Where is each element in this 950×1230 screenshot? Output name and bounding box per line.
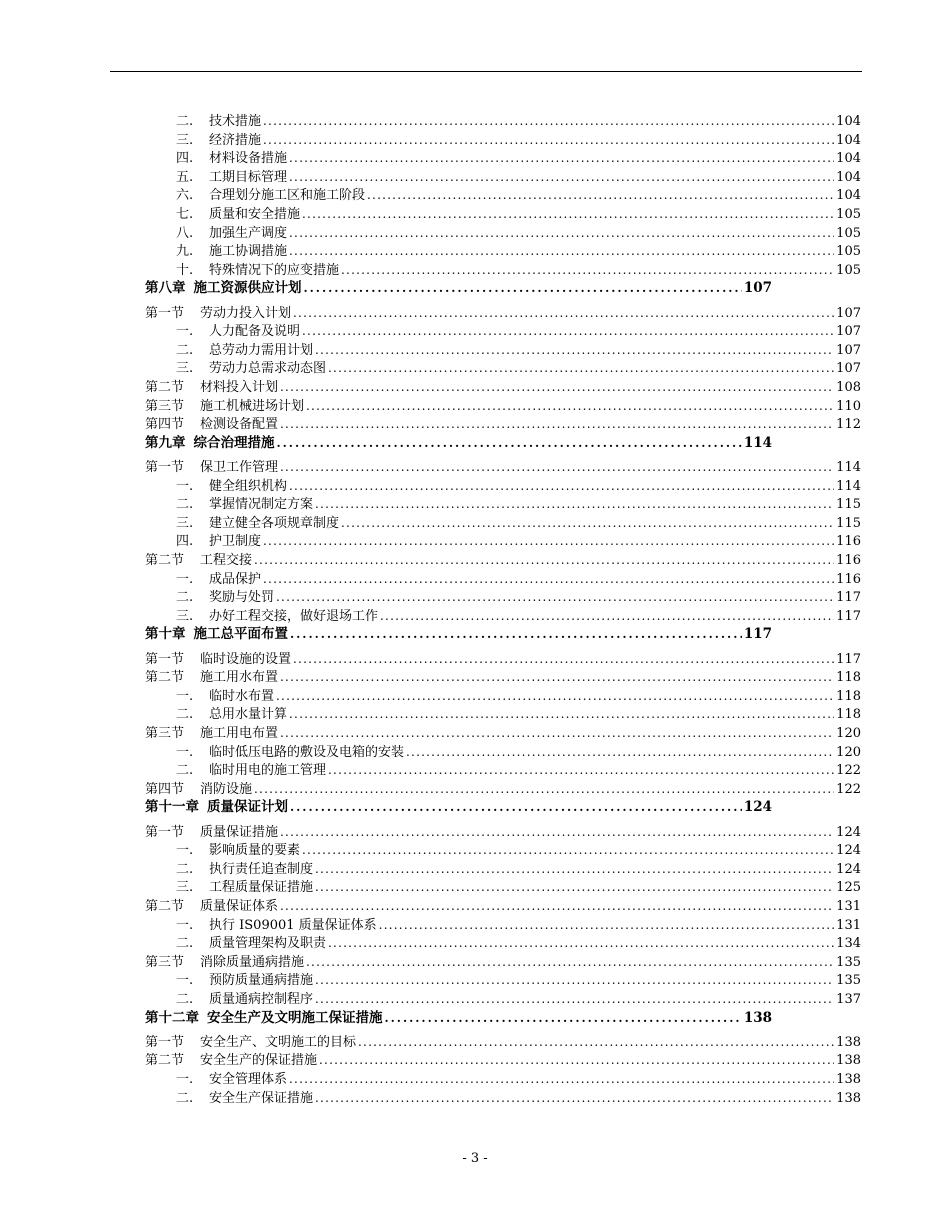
toc-item-row[interactable] bbox=[176, 477, 861, 496]
dot-leader bbox=[280, 724, 834, 743]
toc-entry-number: 三. bbox=[176, 880, 194, 896]
toc-section-row[interactable] bbox=[145, 780, 861, 799]
dot-leader bbox=[280, 897, 834, 916]
toc-entry-title: 预防质量通病措施 bbox=[209, 973, 314, 989]
toc-entry-number: 第九章 bbox=[145, 434, 186, 451]
toc-entry-number: 九. bbox=[176, 244, 194, 260]
toc-entry-number: 十. bbox=[176, 262, 194, 278]
dot-leader bbox=[358, 1033, 834, 1052]
toc-section-row[interactable] bbox=[145, 953, 861, 972]
toc-entry-number: 四. bbox=[176, 534, 194, 550]
toc-item-row[interactable] bbox=[176, 495, 861, 514]
toc-page-number: 107 bbox=[836, 361, 861, 377]
toc-section-row[interactable] bbox=[145, 897, 861, 916]
toc-page-number: 118 bbox=[836, 688, 861, 704]
toc-entry-title: 加强生产调度 bbox=[209, 225, 288, 241]
toc-item-row[interactable] bbox=[176, 1089, 861, 1108]
dot-leader bbox=[289, 224, 834, 243]
toc-entry-number: 第一节 bbox=[145, 460, 185, 475]
toc-entry-number: 一. bbox=[176, 843, 194, 859]
dot-leader bbox=[319, 1051, 834, 1070]
toc-entry-number: 一. bbox=[176, 1072, 194, 1087]
toc-entry-title: 质量保证措施 bbox=[200, 824, 279, 840]
dot-leader bbox=[379, 916, 835, 935]
dot-leader bbox=[315, 495, 834, 514]
toc-page-number: 117 bbox=[743, 626, 772, 643]
toc-item-row[interactable] bbox=[176, 743, 861, 762]
toc-page-number: 114 bbox=[743, 434, 772, 451]
toc-entry-title: 质量保证体系 bbox=[200, 899, 279, 914]
toc-page-number: 137 bbox=[836, 992, 861, 1007]
toc-entry-title: 消除质量通病措施 bbox=[200, 954, 305, 970]
toc-entry-title: 奖励与处罚 bbox=[209, 590, 275, 606]
toc-item-row[interactable] bbox=[176, 971, 861, 990]
toc-page-number: 131 bbox=[836, 917, 861, 933]
dot-leader bbox=[280, 668, 834, 687]
toc-entry-title: 成品保护 bbox=[209, 571, 262, 587]
toc-page-number: 104 bbox=[836, 132, 861, 148]
toc-page-number: 107 bbox=[836, 324, 861, 340]
toc-section-row[interactable] bbox=[145, 668, 861, 687]
toc-entry-number: 一. bbox=[176, 744, 194, 760]
toc-item-row[interactable] bbox=[176, 705, 861, 724]
dot-leader bbox=[263, 112, 834, 131]
toc-page-number: 105 bbox=[836, 207, 861, 222]
toc-entry-number: 第三节 bbox=[145, 726, 185, 741]
toc-page-number: 105 bbox=[836, 225, 861, 241]
toc-item-row[interactable] bbox=[176, 990, 861, 1009]
toc-page-number: 138 bbox=[836, 1090, 861, 1106]
toc-entry-title: 质量管理架构及职责 bbox=[209, 936, 327, 952]
dot-leader bbox=[289, 149, 834, 168]
dot-leader bbox=[302, 322, 834, 341]
toc-chapter-row[interactable] bbox=[145, 279, 772, 298]
toc-entry-title: 特殊情况下的应变措施 bbox=[209, 262, 340, 278]
toc-item-row[interactable] bbox=[176, 261, 861, 280]
toc-entry-number: 一. bbox=[176, 324, 194, 340]
toc-item-row[interactable] bbox=[176, 205, 861, 224]
toc-entry-title: 影响质量的要素 bbox=[209, 843, 301, 859]
toc-entry-number: 第三节 bbox=[145, 954, 185, 970]
page-number: - 3 - bbox=[462, 1151, 488, 1166]
toc-section-row[interactable] bbox=[145, 458, 861, 477]
toc-page-number: 135 bbox=[836, 973, 861, 989]
toc-item-row[interactable] bbox=[176, 168, 861, 187]
toc-item-row[interactable] bbox=[176, 186, 861, 205]
toc-entry-title: 材料设备措施 bbox=[209, 151, 288, 167]
toc-entry-title: 劳动力投入计划 bbox=[200, 305, 292, 321]
toc-entry-title: 工程交接 bbox=[200, 553, 253, 568]
toc-entry-number: 一. bbox=[176, 571, 194, 587]
toc-entry-number: 一. bbox=[176, 917, 194, 933]
toc-page-number: 104 bbox=[836, 169, 861, 185]
toc-entry-title: 保卫工作管理 bbox=[200, 460, 279, 475]
toc-page-number: 138 bbox=[836, 1072, 861, 1087]
toc-item-row[interactable] bbox=[176, 841, 861, 860]
dot-leader bbox=[315, 878, 834, 897]
toc-page-number: 116 bbox=[836, 553, 861, 568]
toc-entry-number: 六. bbox=[176, 188, 194, 204]
toc-entry-title: 经济措施 bbox=[209, 132, 262, 148]
toc-entry-title: 临时水布置 bbox=[209, 688, 275, 704]
toc-entry-title: 临时设施的设置 bbox=[200, 651, 292, 667]
toc-page-number: 124 bbox=[836, 843, 861, 859]
toc-page-number: 116 bbox=[836, 571, 861, 587]
toc-page-number: 125 bbox=[836, 880, 861, 896]
toc-entry-title: 施工机械进场计划 bbox=[200, 398, 305, 414]
dot-leader bbox=[315, 990, 834, 1009]
dot-leader bbox=[289, 705, 834, 724]
toc-entry-title: 临时用电的施工管理 bbox=[209, 763, 327, 779]
dot-leader bbox=[263, 532, 834, 551]
toc-page-number: 122 bbox=[836, 763, 861, 779]
dot-leader bbox=[289, 477, 834, 496]
toc-section-row[interactable] bbox=[145, 724, 861, 743]
toc-entry-number: 二. bbox=[176, 1090, 194, 1106]
toc-page-number: 104 bbox=[836, 188, 861, 204]
toc-entry-number: 五. bbox=[176, 169, 194, 185]
toc-entry-title: 综合治理措施 bbox=[193, 434, 275, 451]
toc-page-number: 114 bbox=[836, 478, 861, 494]
toc-entry-number: 第四节 bbox=[145, 417, 185, 433]
toc-page-number: 120 bbox=[836, 744, 861, 760]
toc-entry-number: 第八章 bbox=[145, 280, 186, 297]
toc-entry-number: 第四节 bbox=[145, 781, 185, 797]
toc-item-row[interactable] bbox=[176, 570, 861, 589]
dot-leader bbox=[341, 514, 834, 533]
toc-entry-title: 消防设施 bbox=[200, 781, 253, 797]
toc-entry-number: 第十一章 bbox=[145, 799, 199, 816]
toc-page-number: 117 bbox=[836, 590, 861, 606]
toc-entry-number: 二. bbox=[176, 497, 194, 513]
toc-item-row[interactable] bbox=[176, 224, 861, 243]
toc-item-row[interactable] bbox=[176, 149, 861, 168]
toc-entry-title: 人力配备及说明 bbox=[209, 324, 301, 340]
toc-entry-title: 劳动力总需求动态图 bbox=[209, 361, 327, 377]
toc-entry-number: 七. bbox=[176, 207, 194, 222]
toc-entry-title: 工期目标管理 bbox=[209, 169, 288, 185]
toc-entry-title: 安全生产的保证措施 bbox=[200, 1053, 318, 1069]
toc-entry-title: 施工协调措施 bbox=[209, 244, 288, 260]
toc-entry-number: 四. bbox=[176, 151, 194, 167]
toc-entry-number: 二. bbox=[176, 992, 194, 1007]
dot-leader bbox=[341, 261, 834, 280]
toc-entry-title: 安全管理体系 bbox=[209, 1072, 288, 1087]
toc-entry-number: 第一节 bbox=[145, 1034, 185, 1050]
toc-entry-number: 第二节 bbox=[145, 553, 185, 568]
toc-item-row[interactable] bbox=[176, 934, 861, 953]
toc-page-number: 131 bbox=[836, 899, 861, 914]
toc-entry-number: 第一节 bbox=[145, 824, 185, 840]
toc-entry-title: 检测设备配置 bbox=[200, 417, 279, 433]
toc-page-number: 115 bbox=[836, 497, 861, 513]
toc-entry-title: 办好工程交接，做好退场工作 bbox=[209, 608, 379, 624]
toc-page-number: 112 bbox=[836, 417, 861, 433]
toc-entry-number: 二. bbox=[176, 763, 194, 779]
dot-leader bbox=[406, 743, 834, 762]
dot-leader bbox=[277, 434, 742, 453]
toc-page-number: 107 bbox=[743, 280, 772, 297]
toc-entry-number: 八. bbox=[176, 225, 194, 241]
toc-page-number: 118 bbox=[836, 707, 861, 723]
dot-leader bbox=[328, 761, 834, 780]
toc-entry-title: 建立健全各项规章制度 bbox=[209, 515, 340, 531]
toc-item-row[interactable] bbox=[176, 322, 861, 341]
dot-leader bbox=[280, 415, 834, 434]
toc-item-row[interactable] bbox=[176, 588, 861, 607]
toc-page-number: 108 bbox=[836, 380, 861, 395]
dot-leader bbox=[315, 971, 834, 990]
dot-leader bbox=[289, 168, 834, 187]
dot-leader bbox=[304, 279, 742, 298]
toc-entry-number: 第二节 bbox=[145, 899, 185, 914]
toc-page-number: 104 bbox=[836, 151, 861, 167]
toc-page-number: 114 bbox=[836, 460, 861, 475]
toc-chapter-row[interactable] bbox=[145, 434, 772, 453]
toc-entry-number: 三. bbox=[176, 361, 194, 377]
toc-entry-title: 合理划分施工区和施工阶段 bbox=[209, 188, 366, 204]
toc-entry-title: 安全生产、文明施工的目标 bbox=[200, 1034, 357, 1050]
dot-leader bbox=[280, 823, 834, 842]
toc-section-row[interactable] bbox=[145, 1051, 861, 1070]
toc-entry-number: 一. bbox=[176, 973, 194, 989]
toc-entry-title: 施工用水布置 bbox=[200, 670, 279, 686]
dot-leader bbox=[254, 780, 834, 799]
toc-entry-number: 二. bbox=[176, 861, 194, 877]
toc-entry-number: 第二节 bbox=[145, 1053, 185, 1069]
dot-leader bbox=[385, 1009, 742, 1028]
toc-item-row[interactable] bbox=[176, 359, 861, 378]
toc-entry-title: 执行责任追查制度 bbox=[209, 861, 314, 877]
toc-entry-number: 第一节 bbox=[145, 651, 185, 667]
toc-page-number: 118 bbox=[836, 670, 861, 686]
toc-page-number: 115 bbox=[836, 515, 861, 531]
dot-leader bbox=[380, 607, 834, 626]
toc-page-number: 134 bbox=[836, 936, 861, 952]
dot-leader bbox=[315, 860, 834, 879]
toc-entry-title: 施工用电布置 bbox=[200, 726, 279, 741]
toc-entry-number: 三. bbox=[176, 132, 194, 148]
toc-entry-number: 第十二章 bbox=[145, 1009, 199, 1026]
toc-item-row[interactable] bbox=[176, 607, 861, 626]
toc-page-number: 124 bbox=[836, 861, 861, 877]
dot-leader bbox=[280, 458, 834, 477]
toc-page-number: 122 bbox=[836, 781, 861, 797]
toc-entry-title: 掌握情况制定方案 bbox=[209, 497, 314, 513]
dot-leader bbox=[290, 798, 742, 817]
toc-item-row[interactable] bbox=[176, 514, 861, 533]
toc-item-row[interactable] bbox=[176, 878, 861, 897]
dot-leader bbox=[328, 934, 834, 953]
toc-entry-number: 第二节 bbox=[145, 670, 185, 686]
dot-leader bbox=[306, 953, 834, 972]
toc-item-row[interactable] bbox=[176, 341, 861, 360]
dot-leader bbox=[302, 205, 834, 224]
toc-entry-title: 施工总平面布置 bbox=[193, 626, 288, 643]
toc-entry-title: 技术措施 bbox=[209, 114, 262, 129]
dot-leader bbox=[367, 186, 834, 205]
dot-leader bbox=[263, 131, 834, 150]
toc-page-number: 135 bbox=[836, 954, 861, 970]
toc-page-number: 124 bbox=[743, 799, 772, 816]
dot-leader bbox=[302, 841, 834, 860]
toc-entry-number: 三. bbox=[176, 515, 194, 531]
toc-page-number: 117 bbox=[836, 608, 861, 624]
toc-page-number: 110 bbox=[836, 398, 861, 414]
dot-leader bbox=[276, 687, 834, 706]
dot-leader bbox=[289, 1070, 834, 1089]
toc-entry-number: 第十章 bbox=[145, 626, 186, 643]
toc-entry-title: 施工资源供应计划 bbox=[193, 280, 302, 297]
toc-entry-number: 二. bbox=[176, 707, 194, 723]
toc-entry-title: 材料投入计划 bbox=[200, 380, 279, 395]
toc-section-row[interactable] bbox=[145, 397, 861, 416]
toc-item-row[interactable] bbox=[176, 112, 861, 131]
dot-leader bbox=[315, 1089, 834, 1108]
toc-page-number: 138 bbox=[836, 1053, 861, 1069]
dot-leader bbox=[254, 551, 834, 570]
toc-page-number: 138 bbox=[743, 1009, 772, 1026]
dot-leader bbox=[315, 341, 834, 360]
toc-section-row[interactable] bbox=[145, 1033, 861, 1052]
toc-entry-title: 总劳动力需用计划 bbox=[209, 342, 314, 358]
dot-leader bbox=[293, 650, 834, 669]
dot-leader bbox=[289, 242, 834, 261]
toc-item-row[interactable] bbox=[176, 1070, 861, 1089]
toc-entry-number: 二. bbox=[176, 342, 194, 358]
toc-entry-number: 二. bbox=[176, 590, 194, 606]
toc-page-number: 105 bbox=[836, 262, 861, 278]
toc-entry-title: 执行 IS09001 质量保证体系 bbox=[209, 917, 377, 933]
toc-entry-number: 第一节 bbox=[145, 305, 185, 321]
toc-item-row[interactable] bbox=[176, 687, 861, 706]
dot-leader bbox=[328, 359, 834, 378]
toc-entry-title: 健全组织机构 bbox=[209, 478, 288, 494]
toc-page-number: 104 bbox=[836, 114, 861, 129]
toc-page-number: 117 bbox=[836, 651, 861, 667]
toc-item-row[interactable] bbox=[176, 131, 861, 150]
dot-leader bbox=[263, 570, 834, 589]
toc-section-row[interactable] bbox=[145, 304, 861, 323]
header-rule bbox=[110, 71, 862, 72]
toc-page-number: 105 bbox=[836, 244, 861, 260]
toc-entry-number: 一. bbox=[176, 688, 194, 704]
toc-section-row[interactable] bbox=[145, 378, 861, 397]
toc-section-row[interactable] bbox=[145, 415, 861, 434]
toc-page-number: 107 bbox=[836, 305, 861, 321]
toc-section-row[interactable] bbox=[145, 823, 861, 842]
toc-page-number: 124 bbox=[836, 824, 861, 840]
toc-entry-number: 二. bbox=[176, 936, 194, 952]
toc-section-row[interactable] bbox=[145, 650, 861, 669]
toc-chapter-row[interactable] bbox=[145, 798, 772, 817]
toc-page-number: 120 bbox=[836, 726, 861, 741]
dot-leader bbox=[280, 378, 834, 397]
toc-item-row[interactable] bbox=[176, 916, 861, 935]
toc-entry-title: 安全生产保证措施 bbox=[209, 1090, 314, 1106]
toc-entry-number: 三. bbox=[176, 608, 194, 624]
toc-entry-title: 质量保证计划 bbox=[207, 799, 288, 816]
toc-chapter-row[interactable] bbox=[145, 625, 772, 644]
dot-leader bbox=[306, 397, 834, 416]
toc-page-number: 138 bbox=[836, 1034, 861, 1050]
toc-section-row[interactable] bbox=[145, 551, 861, 570]
toc-entry-title: 工程质量保证措施 bbox=[209, 880, 314, 896]
dot-leader bbox=[276, 588, 834, 607]
toc-item-row[interactable] bbox=[176, 532, 861, 551]
toc-entry-title: 总用水量计算 bbox=[209, 707, 288, 723]
toc-entry-number: 一. bbox=[176, 478, 194, 494]
toc-chapter-row[interactable] bbox=[145, 1009, 772, 1028]
toc-entry-title: 安全生产及文明施工保证措施 bbox=[207, 1009, 383, 1026]
toc-entry-number: 第二节 bbox=[145, 380, 185, 395]
toc-entry-title: 质量通病控制程序 bbox=[209, 992, 314, 1007]
toc-item-row[interactable] bbox=[176, 761, 861, 780]
toc-page-number: 116 bbox=[836, 534, 861, 550]
dot-leader bbox=[293, 304, 834, 323]
toc-entry-number: 二. bbox=[176, 114, 194, 129]
toc-entry-title: 临时低压电路的敷设及电箱的安装 bbox=[209, 744, 405, 760]
toc-entry-title: 质量和安全措施 bbox=[209, 207, 301, 222]
dot-leader bbox=[290, 625, 742, 644]
toc-entry-title: 护卫制度 bbox=[209, 534, 262, 550]
toc-entry-number: 第三节 bbox=[145, 398, 185, 414]
toc-item-row[interactable] bbox=[176, 242, 861, 261]
toc-page-number: 107 bbox=[836, 342, 861, 358]
toc-item-row[interactable] bbox=[176, 860, 861, 879]
